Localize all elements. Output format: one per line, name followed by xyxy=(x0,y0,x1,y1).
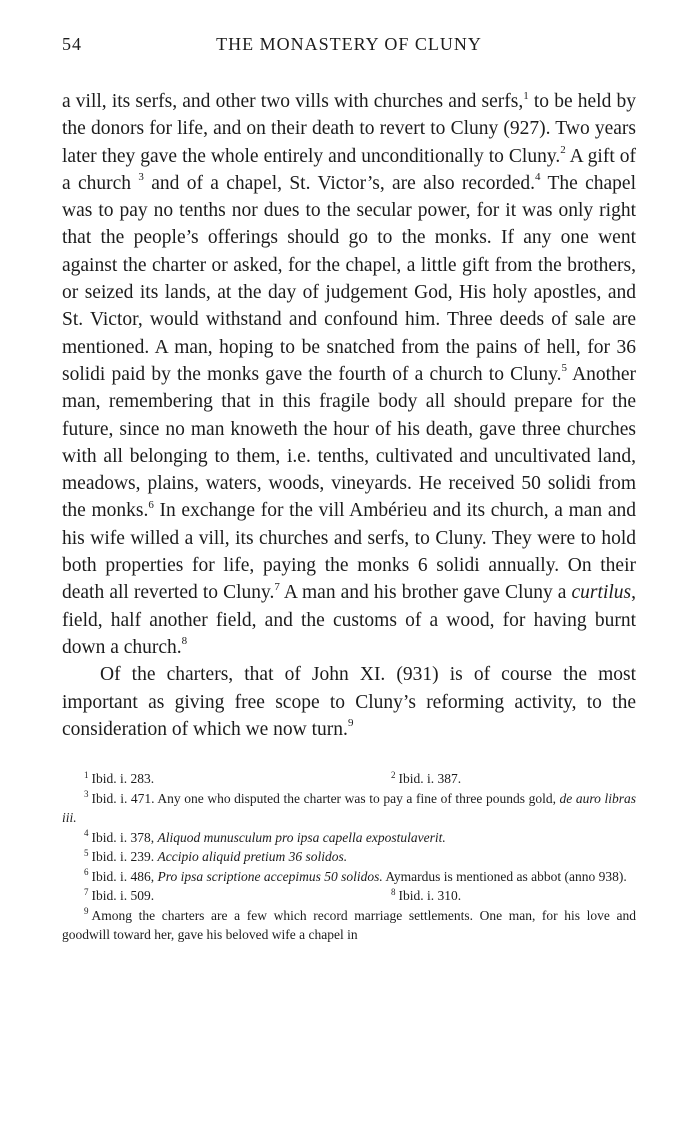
footnote-ref-6: 6 xyxy=(148,498,154,511)
paragraph-1 xyxy=(62,88,636,661)
running-title: THE MONASTERY OF CLUNY xyxy=(216,34,482,54)
footnote-row xyxy=(62,769,636,789)
footnote-text: Ibid. i. 387. xyxy=(398,771,462,787)
text-span: Of the charters, that of John XI. (931) is of course the most important as giving free scope to Cluny’s reforming activity, to the consideration of which we now turn. xyxy=(62,664,636,740)
footnote-italic: Aliquod munusculum pro ipsa capella expostulaverit. xyxy=(157,829,446,845)
body-text xyxy=(62,88,636,743)
text-span: Another man, remembering that in this fragile body all should prepare for the future, since no man knoweth the hour of his death, gave three churches with all belonging to them, i.e. tenths, cultivated and uncultivated land, meadows, plains, waters, woods, vineyards. He received 50 solidi from the monks. xyxy=(62,363,637,522)
text-span: to be held by the donors for life, and on their death to revert to Cluny (927). Two years later they gave the whole entirely and unconditionally to Cluny. xyxy=(62,91,636,167)
footnote-ref-5: 5 xyxy=(561,362,567,375)
footnote-7 xyxy=(84,886,329,906)
text-span: A gift of a church xyxy=(62,145,636,194)
footnote-ref-8: 8 xyxy=(181,635,188,648)
footnote-italic: Pro ipsa scriptione accepimus 50 solidos. xyxy=(157,868,383,884)
footnote-2 xyxy=(329,769,636,789)
footnote-text: Ibid. i. 471. Any one who disputed the charter was to pay a fine of three pounds gold, xyxy=(91,790,560,806)
footnote-text: Among the charters are a few which record marriage settlements. One man, for his love and goodwill toward her, gave his beloved wife a chapel in xyxy=(62,907,636,943)
footnote-text: Aymardus is mentioned as abbot (anno 938). xyxy=(382,868,627,884)
footnote-4 xyxy=(62,828,636,848)
footnote-number: 1 xyxy=(84,769,89,780)
footnote-ref-1: 1 xyxy=(523,89,529,102)
footnote-number: 4 xyxy=(84,828,89,839)
footnote-number: 6 xyxy=(84,867,89,878)
footnote-ref-3: 3 xyxy=(138,171,144,184)
text-span: a vill, its serfs, and other two vills with churches and serfs, xyxy=(62,91,524,112)
footnote-number: 9 xyxy=(84,906,89,917)
footnote-ref-2: 2 xyxy=(560,144,566,157)
text-span: and of a chapel, St. Victor’s, are also recorded. xyxy=(143,172,535,194)
footnote-3 xyxy=(62,789,636,828)
text-span: The chapel was to pay no tenths nor dues to the secular power, for it was only right that the people’s offerings should go to the monks. If any one went against the charter or asked, for the chapel, a little gift from the brothers, or seized its lands, at the day of judgement God, His holy apostles, and St. Victor, would withstand and confound him. Three deeds of sale are mentioned. A man, hoping to be snatched from the pains of hell, for 36 solidi paid by the monks gave the fourth of a church to Cluny. xyxy=(62,172,636,385)
footnote-number: 5 xyxy=(84,847,89,858)
footnote-8 xyxy=(329,886,636,906)
text-span: In exchange for the vill Ambérieu and its church, a man and his wife willed a vill, its churches and serfs, to Cluny. They were to hold both properties for life, paying the monks 6 solidi annually. On their death all reverted to Cluny. xyxy=(62,500,636,604)
footnote-text: Ibid. i. 283. xyxy=(91,771,155,787)
footnote-5 xyxy=(62,847,636,867)
footnote-ref-9: 9 xyxy=(347,717,354,730)
footnote-ref-4: 4 xyxy=(534,171,541,184)
footnotes xyxy=(62,769,636,945)
footnote-italic: de auro libras iii. xyxy=(62,790,636,826)
page-header xyxy=(62,34,636,64)
footnote-text: Ibid. i. 378, xyxy=(91,829,158,845)
text-span: , field, half another field, and the customs of a wood, for having burnt down a church. xyxy=(62,582,636,658)
footnote-row xyxy=(62,886,636,906)
footnote-italic: Accipio aliquid pretium 36 solidos. xyxy=(157,849,348,865)
footnote-text: Ibid. i. 509. xyxy=(91,888,155,904)
footnote-6 xyxy=(62,867,636,887)
footnote-9 xyxy=(62,906,636,945)
footnote-text: Ibid. i. 486, xyxy=(91,868,158,884)
text-span: A man and his brother gave Cluny a xyxy=(279,582,572,604)
footnote-text: Ibid. i. 310. xyxy=(398,888,462,904)
footnote-number: 3 xyxy=(84,789,89,800)
book-page xyxy=(62,34,636,945)
footnote-number: 2 xyxy=(391,769,396,780)
footnote-ref-7: 7 xyxy=(274,580,280,593)
paragraph-2 xyxy=(62,661,636,743)
footnote-number: 8 xyxy=(391,886,396,897)
italic-term: curtilus xyxy=(571,582,632,604)
footnote-1 xyxy=(84,769,329,789)
footnote-text: Ibid. i. 239. xyxy=(91,849,158,865)
footnote-number: 7 xyxy=(84,886,89,897)
page-number: 54 xyxy=(62,34,82,54)
